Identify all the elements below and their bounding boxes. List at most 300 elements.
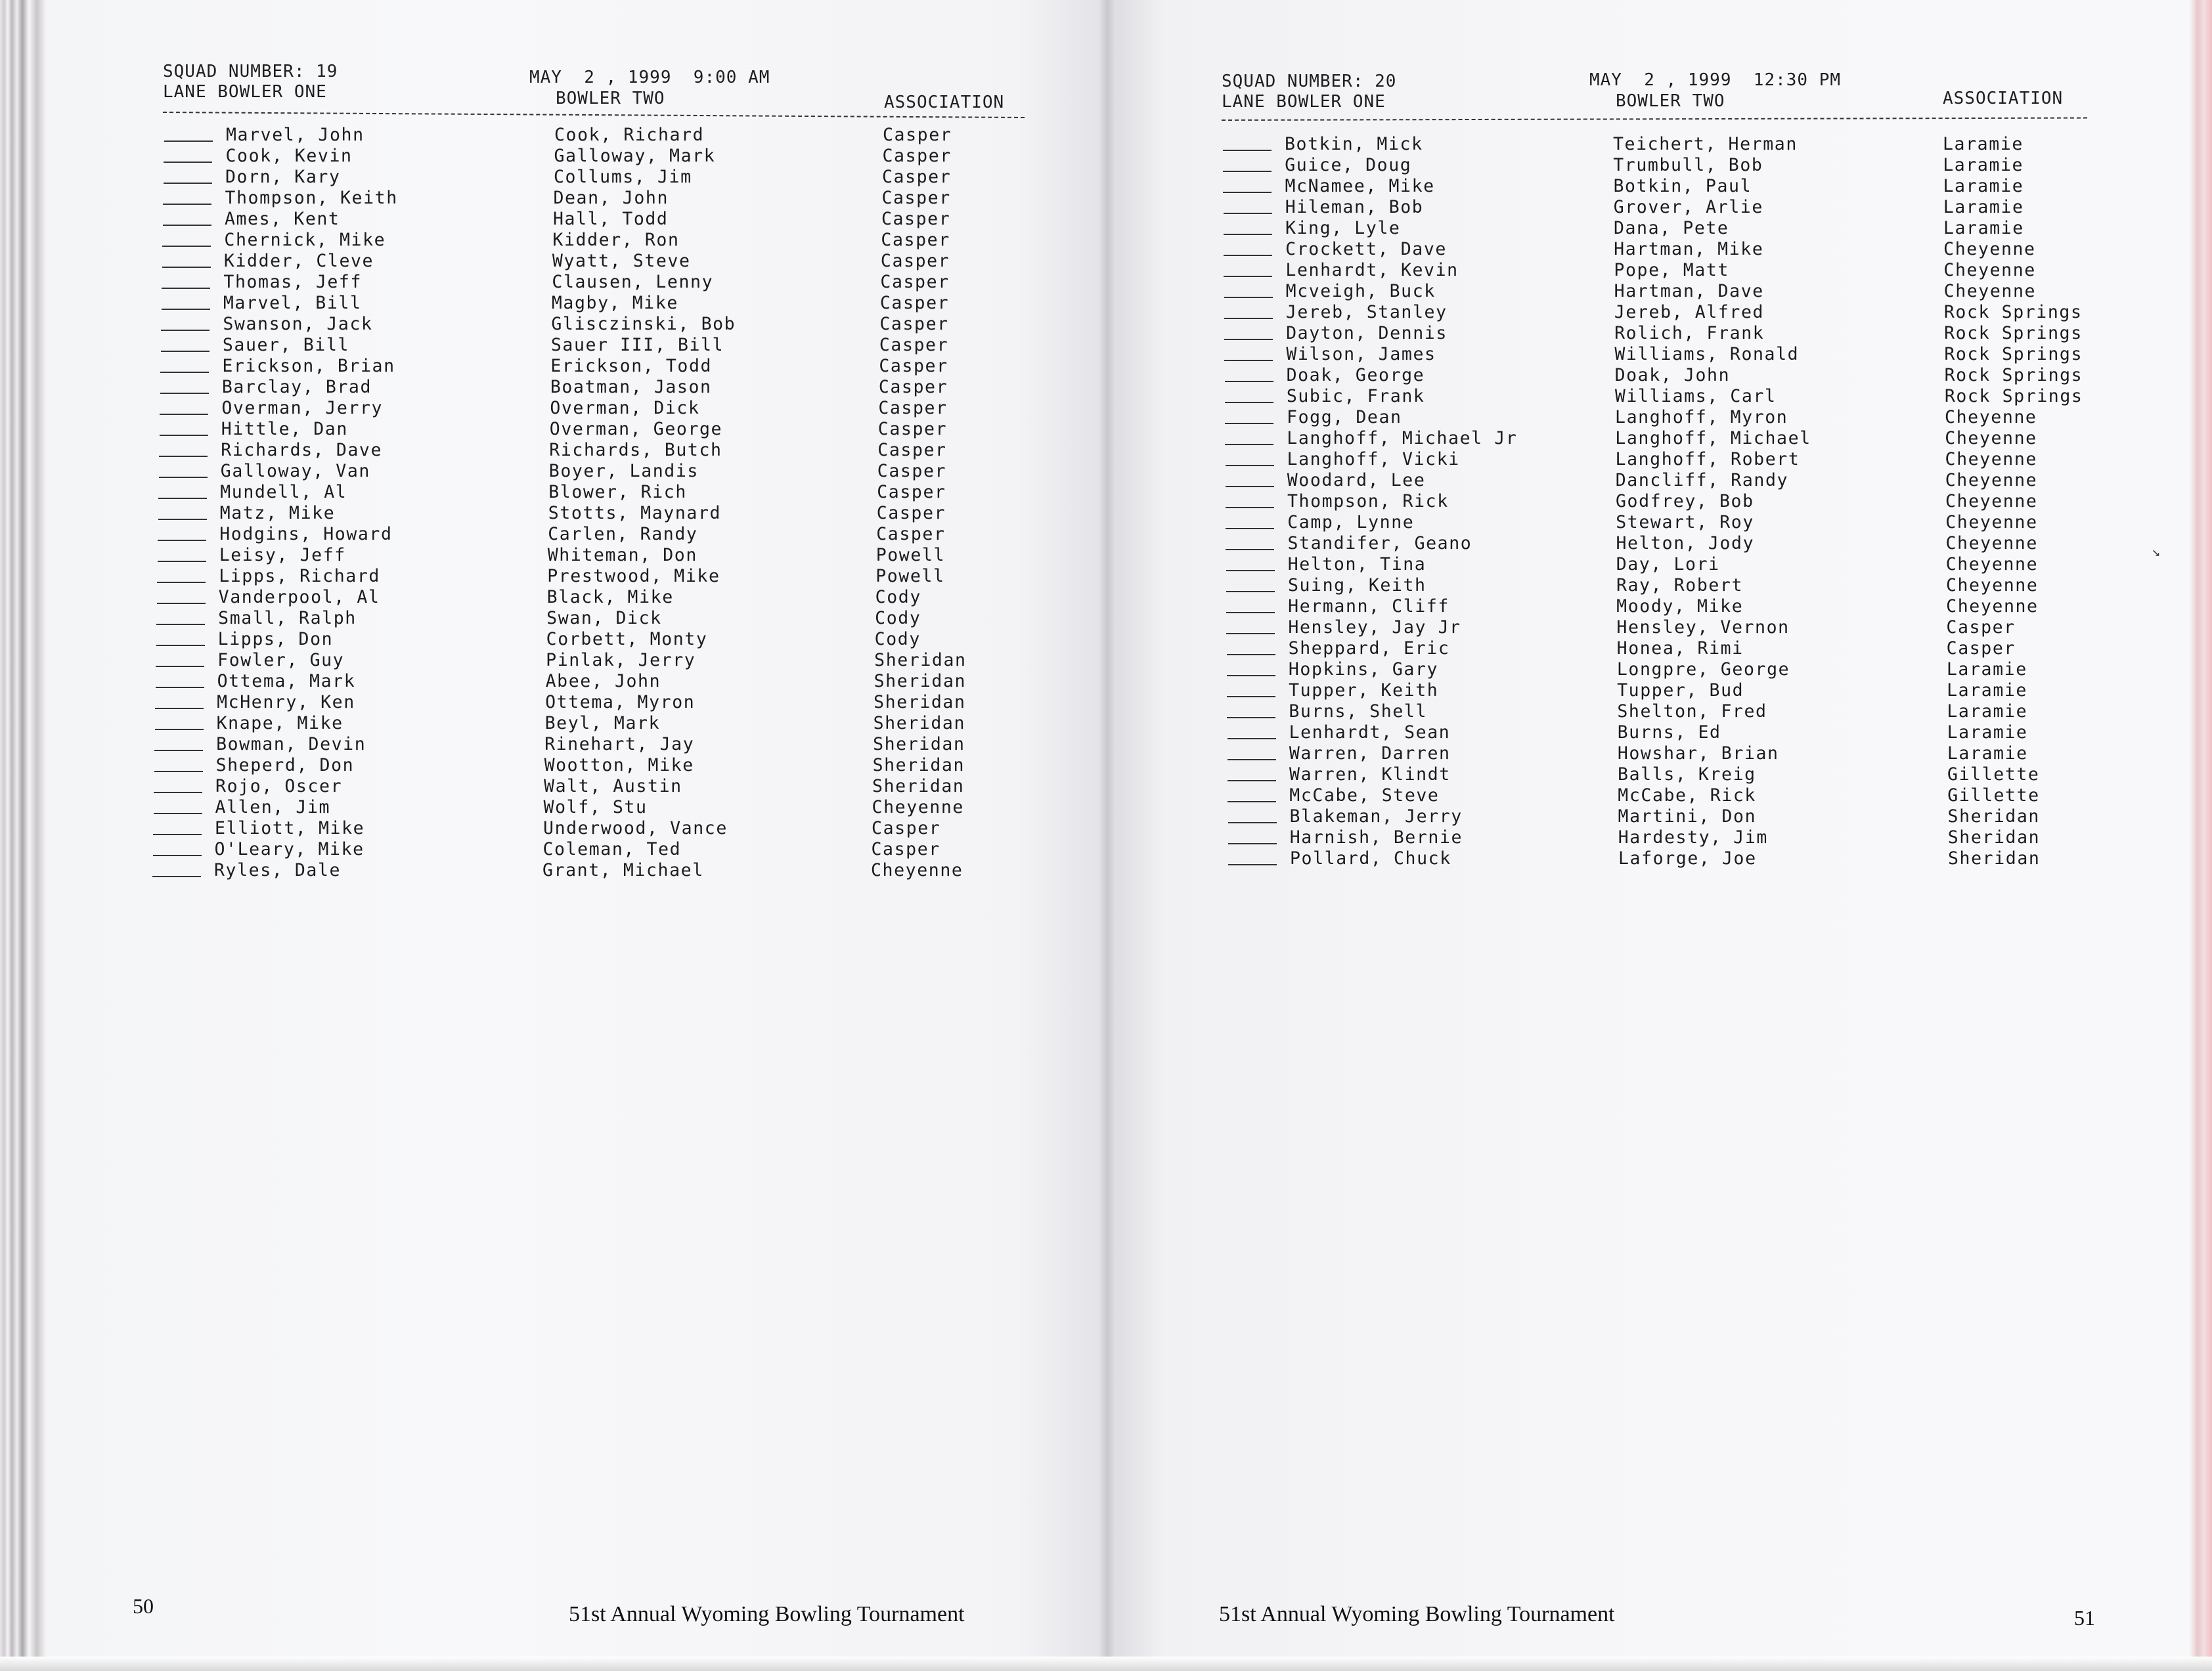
roster-row xyxy=(160,356,1034,377)
association-name: Casper xyxy=(1946,638,2016,659)
bowler-one-name: Hileman, Bob xyxy=(1285,197,1424,217)
bowler-two-name: Black, Mike xyxy=(546,587,674,607)
bowler-one-name: King, Lyle xyxy=(1285,218,1401,238)
bowler-two-name: Langhoff, Michael xyxy=(1615,428,1811,448)
roster-row xyxy=(1225,386,2098,407)
association-name: Laramie xyxy=(1943,197,2024,217)
bowler-two-name: Walt, Austin xyxy=(544,776,682,796)
bowler-one-name: Bowman, Devin xyxy=(216,734,366,754)
roster-row xyxy=(155,713,1029,734)
roster-row xyxy=(1227,638,2100,659)
association-name: Rock Springs xyxy=(1943,302,2083,322)
roster-row xyxy=(1224,239,2097,260)
bowler-two-name: Longpre, George xyxy=(1616,659,1790,680)
roster-row xyxy=(1224,302,2098,323)
squad-number-20: SQUAD NUMBER: 20 xyxy=(1222,72,1397,91)
bowler-two-name: Magby, Mike xyxy=(551,293,678,313)
association-name: Casper xyxy=(883,125,952,145)
left-col-association: ASSOCIATION xyxy=(884,93,1005,112)
bowler-one-name: Fowler, Guy xyxy=(217,650,345,670)
bowler-one-name: Dorn, Kary xyxy=(225,167,341,187)
bowler-one-name: Elliott, Mike xyxy=(215,818,365,838)
lane-blank[interactable] xyxy=(157,582,206,583)
bowler-one-name: Fogg, Dean xyxy=(1287,407,1402,427)
association-name: Casper xyxy=(871,839,940,859)
association-name: Sheridan xyxy=(1947,806,2040,827)
association-name: Powell xyxy=(875,545,946,565)
association-name: Casper xyxy=(878,377,948,397)
association-name: Laramie xyxy=(1947,701,2028,722)
squad-19-date-time: MAY 2 , 1999 9:00 AM xyxy=(529,68,770,87)
bowler-two-name: Wootton, Mike xyxy=(544,755,694,775)
bowler-one-name: Crockett, Dave xyxy=(1285,239,1447,259)
lane-blank[interactable] xyxy=(162,267,211,268)
bowler-one-name: Rojo, Oscer xyxy=(215,776,343,796)
association-name: Casper xyxy=(879,293,950,313)
bowler-two-name: Jereb, Alfred xyxy=(1614,302,1765,322)
bowler-one-name: Sauer, Bill xyxy=(222,335,349,355)
roster-row xyxy=(1225,407,2098,428)
lane-blank[interactable] xyxy=(1224,360,1273,361)
bowler-two-name: Blower, Rich xyxy=(548,482,687,502)
association-name: Sheridan xyxy=(874,692,966,712)
association-name: Cheyenne xyxy=(1945,407,2037,427)
lane-blank[interactable] xyxy=(162,309,210,310)
bowler-two-name: Laforge, Joe xyxy=(1618,848,1757,869)
lane-blank[interactable] xyxy=(152,876,201,877)
lane-blank[interactable] xyxy=(1228,864,1277,865)
lane-blank[interactable] xyxy=(1225,423,1273,424)
bowler-one-name: Ames, Kent xyxy=(224,209,340,229)
bowler-one-name: McHenry, Ken xyxy=(217,692,355,712)
lane-blank[interactable] xyxy=(1226,465,1274,466)
bowler-one-name: Thompson, Rick xyxy=(1287,491,1449,511)
association-name: Casper xyxy=(872,818,941,838)
lane-blank[interactable] xyxy=(1224,318,1273,319)
lane-blank[interactable] xyxy=(156,645,205,646)
association-name: Casper xyxy=(881,230,950,250)
bowler-one-name: Overman, Jerry xyxy=(221,398,384,418)
association-name: Cody xyxy=(874,629,921,649)
association-name: Cody xyxy=(875,587,921,607)
bowler-one-name: Guice, Doug xyxy=(1285,155,1412,175)
bowler-two-name: Clausen, Lenny xyxy=(552,272,714,292)
bowler-one-name: O'Leary, Mike xyxy=(214,839,365,859)
roster-row xyxy=(162,272,1035,293)
bowler-two-name: Burns, Ed xyxy=(1617,722,1721,743)
roster-row xyxy=(164,125,1038,146)
roster-row xyxy=(164,167,1037,188)
bowler-one-name: Pollard, Chuck xyxy=(1290,848,1451,869)
lane-blank[interactable] xyxy=(1224,276,1272,277)
lane-blank[interactable] xyxy=(164,183,212,184)
lane-blank[interactable] xyxy=(1226,486,1274,487)
bowler-two-name: Hensley, Vernon xyxy=(1616,617,1790,638)
bowler-one-name: Helton, Tina xyxy=(1287,554,1427,575)
lane-blank[interactable] xyxy=(1223,171,1272,172)
lane-blank[interactable] xyxy=(158,498,207,499)
association-name: Sheridan xyxy=(1948,848,2041,869)
association-name: Casper xyxy=(881,167,952,187)
lane-blank[interactable] xyxy=(1223,192,1272,193)
association-name: Sheridan xyxy=(1947,827,2041,848)
association-name: Gillette xyxy=(1947,785,2040,806)
roster-row xyxy=(1226,470,2099,491)
association-name: Powell xyxy=(875,566,945,586)
bowler-one-name: Doak, George xyxy=(1286,365,1425,385)
bowler-one-name: Lipps, Don xyxy=(217,629,334,649)
bowler-one-name: Swanson, Jack xyxy=(223,314,373,334)
bowler-two-name: Rolich, Frank xyxy=(1614,323,1765,343)
right-col-association: ASSOCIATION xyxy=(1943,89,2064,108)
bowler-one-name: Galloway, Van xyxy=(220,461,370,481)
bowler-one-name: Subic, Frank xyxy=(1286,386,1425,406)
roster-row xyxy=(160,419,1033,440)
association-name: Cheyenne xyxy=(1945,554,2039,575)
roster-row xyxy=(1227,659,2100,680)
lane-blank[interactable] xyxy=(159,477,208,478)
bowler-two-name: Botkin, Paul xyxy=(1613,176,1752,196)
lane-blank[interactable] xyxy=(1226,612,1275,613)
association-name: Cody xyxy=(875,608,921,628)
bowler-two-name: Stewart, Roy xyxy=(1616,512,1754,532)
bowler-two-name: Erickson, Todd xyxy=(550,356,713,376)
bowler-two-name: Martini, Don xyxy=(1618,806,1757,827)
bowler-two-name: Overman, Dick xyxy=(550,398,700,418)
bowler-two-name: Dean, John xyxy=(553,188,669,208)
bowler-two-name: Beyl, Mark xyxy=(544,713,661,733)
lane-blank[interactable] xyxy=(1224,213,1272,214)
association-name: Sheridan xyxy=(872,755,965,775)
association-name: Rock Springs xyxy=(1944,386,2083,406)
lane-blank[interactable] xyxy=(1226,633,1275,634)
bowler-one-name: Hermann, Cliff xyxy=(1288,596,1449,617)
bowler-two-name: Tupper, Bud xyxy=(1617,680,1744,701)
association-name: Casper xyxy=(881,188,951,208)
roster-row xyxy=(1226,491,2099,512)
bowler-one-name: Erickson, Brian xyxy=(222,356,395,376)
lane-blank[interactable] xyxy=(157,603,206,604)
roster-row xyxy=(162,251,1036,272)
roster-row xyxy=(157,566,1030,587)
lane-blank[interactable] xyxy=(160,414,208,415)
bowler-one-name: McNamee, Mike xyxy=(1285,176,1435,196)
roster-row xyxy=(1226,533,2099,554)
bowler-two-name: Ray, Robert xyxy=(1616,575,1744,596)
bowler-one-name: McCabe, Steve xyxy=(1289,785,1440,806)
lane-blank[interactable] xyxy=(1226,549,1274,550)
roster-row xyxy=(1224,344,2098,365)
lane-blank[interactable] xyxy=(1228,738,1276,739)
roster-row xyxy=(156,650,1029,671)
bowler-one-name: Hopkins, Gary xyxy=(1288,659,1439,680)
lane-blank[interactable] xyxy=(153,834,202,835)
lane-blank[interactable] xyxy=(158,519,207,520)
roster-row xyxy=(1228,848,2102,869)
bowler-one-name: Allen, Jim xyxy=(215,797,331,817)
bowler-two-name: Wyatt, Steve xyxy=(552,251,691,271)
bowler-two-name: Coleman, Ted xyxy=(542,839,682,859)
bowler-two-name: Day, Lori xyxy=(1616,554,1720,575)
lane-blank[interactable] xyxy=(161,351,210,352)
roster-row xyxy=(162,293,1035,314)
lane-blank[interactable] xyxy=(162,288,210,289)
association-name: Rock Springs xyxy=(1944,344,2083,364)
bowler-two-name: Glisczinski, Bob xyxy=(551,314,736,334)
roster-row xyxy=(1228,785,2101,806)
association-name: Cheyenne xyxy=(1945,533,2038,553)
lane-blank[interactable] xyxy=(164,162,212,163)
bowler-two-name: Hall, Todd xyxy=(552,209,669,229)
association-name: Casper xyxy=(880,272,950,292)
association-name: Cheyenne xyxy=(1945,428,2037,448)
roster-row xyxy=(1227,680,2100,701)
roster-row xyxy=(1228,764,2101,785)
lane-blank[interactable] xyxy=(162,246,211,247)
bowler-one-name: Marvel, John xyxy=(226,125,365,145)
lane-blank[interactable] xyxy=(1227,654,1275,655)
lane-blank[interactable] xyxy=(163,225,211,226)
bowler-one-name: Jereb, Stanley xyxy=(1285,302,1448,322)
bowler-two-name: Whiteman, Don xyxy=(547,545,697,565)
association-name: Cheyenne xyxy=(1945,449,2037,469)
roster-row xyxy=(159,461,1032,482)
lane-blank[interactable] xyxy=(1224,255,1272,256)
lane-blank[interactable] xyxy=(154,813,202,814)
lane-blank[interactable] xyxy=(160,393,209,394)
lane-blank[interactable] xyxy=(1225,444,1273,445)
bowler-two-name: Sauer III, Bill xyxy=(550,335,724,355)
association-name: Cheyenne xyxy=(1946,596,2039,617)
bowler-one-name: Langhoff, Vicki xyxy=(1287,449,1460,469)
roster-row xyxy=(158,503,1032,524)
lane-blank[interactable] xyxy=(1225,381,1273,382)
bowler-one-name: Blakeman, Jerry xyxy=(1289,806,1463,827)
lane-blank[interactable] xyxy=(1228,759,1276,760)
roster-row xyxy=(1226,596,2100,617)
bowler-one-name: Sheppard, Eric xyxy=(1288,638,1450,659)
association-name: Casper xyxy=(877,440,947,460)
bowler-one-name: Lenhardt, Kevin xyxy=(1285,260,1459,280)
lane-blank[interactable] xyxy=(154,750,203,751)
roster-row xyxy=(1228,743,2101,764)
association-name: Casper xyxy=(879,314,949,334)
lane-blank[interactable] xyxy=(1228,843,1277,844)
lane-blank[interactable] xyxy=(164,141,213,142)
association-name: Casper xyxy=(877,461,947,481)
bowler-one-name: Mundell, Al xyxy=(220,482,347,502)
association-name: Casper xyxy=(876,524,946,544)
bowler-one-name: Wilson, James xyxy=(1286,344,1436,364)
lane-blank[interactable] xyxy=(1226,507,1274,508)
lane-blank[interactable] xyxy=(1227,717,1275,718)
stray-pen-mark: ↘ xyxy=(2152,544,2161,560)
association-name: Casper xyxy=(878,398,948,418)
bowler-two-name: Hartman, Dave xyxy=(1614,281,1764,301)
bowler-two-name: Boatman, Jason xyxy=(550,377,712,397)
bowler-two-name: Wolf, Stu xyxy=(543,797,648,817)
roster-row xyxy=(1224,260,2097,281)
lane-blank[interactable] xyxy=(155,729,204,730)
bowler-two-name: Rinehart, Jay xyxy=(544,734,695,754)
roster-row xyxy=(152,860,1026,881)
bowler-one-name: Harnish, Bernie xyxy=(1289,827,1463,848)
bowler-one-name: Standifer, Geano xyxy=(1287,533,1472,553)
bowler-one-name: Marvel, Bill xyxy=(223,293,362,313)
bowler-one-name: Hensley, Jay Jr xyxy=(1288,617,1461,638)
lane-blank[interactable] xyxy=(1228,801,1276,802)
association-name: Cheyenne xyxy=(1943,281,2037,301)
bowler-one-name: Thomas, Jeff xyxy=(223,272,363,292)
bowler-one-name: Kidder, Cleve xyxy=(223,251,374,271)
association-name: Laramie xyxy=(1943,155,2024,175)
association-name: Casper xyxy=(881,209,951,229)
roster-row xyxy=(1228,827,2102,848)
lane-blank[interactable] xyxy=(156,687,204,688)
lane-blank[interactable] xyxy=(158,540,206,541)
lane-blank[interactable] xyxy=(1226,528,1274,529)
bowler-two-name: Balls, Kreig xyxy=(1618,764,1756,785)
lane-blank[interactable] xyxy=(1227,696,1275,697)
lane-blank[interactable] xyxy=(160,372,209,373)
bowler-two-name: Dancliff, Randy xyxy=(1615,470,1789,490)
left-col-lane-bowler-one: LANE BOWLER ONE xyxy=(163,82,327,102)
association-name: Sheridan xyxy=(874,650,967,670)
bowler-one-name: Cook, Kevin xyxy=(225,146,353,166)
bowler-two-name: Shelton, Fred xyxy=(1617,701,1767,722)
lane-blank[interactable] xyxy=(1224,297,1273,298)
lane-blank[interactable] xyxy=(155,708,204,709)
roster-row xyxy=(162,230,1036,251)
association-name: Cheyenne xyxy=(1943,260,2036,280)
lane-blank[interactable] xyxy=(1223,150,1272,151)
roster-row xyxy=(1224,323,2098,344)
bowler-two-name: Corbett, Monty xyxy=(546,629,708,649)
bowler-one-name: Camp, Lynne xyxy=(1287,512,1415,532)
association-name: Casper xyxy=(877,419,948,439)
bowler-two-name: Swan, Dick xyxy=(546,608,662,628)
bowler-one-name: Langhoff, Michael Jr xyxy=(1287,428,1518,448)
association-name: Casper xyxy=(877,482,946,502)
association-name: Cheyenne xyxy=(1945,491,2038,511)
roster-row xyxy=(1223,155,2096,176)
lane-blank[interactable] xyxy=(1226,591,1275,592)
squad-20-date-time: MAY 2 , 1999 12:30 PM xyxy=(1589,70,1842,90)
bowler-two-name: Godfrey, Bob xyxy=(1616,491,1754,511)
roster-row xyxy=(156,671,1029,692)
bowler-one-name: Richards, Dave xyxy=(221,440,383,460)
association-name: Cheyenne xyxy=(1945,512,2038,532)
bowler-one-name: Burns, Shell xyxy=(1289,701,1427,722)
association-name: Sheridan xyxy=(874,671,967,691)
bowler-two-name: Boyer, Landis xyxy=(548,461,699,481)
bowler-one-name: Sheperd, Don xyxy=(215,755,355,775)
lane-blank[interactable] xyxy=(1228,780,1276,781)
association-name: Laramie xyxy=(1947,722,2028,743)
right-col-bowler-two: BOWLER TWO xyxy=(1616,91,1725,111)
roster-row xyxy=(154,755,1028,776)
roster-row xyxy=(1224,197,2097,218)
roster-row xyxy=(153,818,1027,839)
bowler-two-name: Hardesty, Jim xyxy=(1618,827,1768,848)
association-name: Casper xyxy=(1946,617,2016,638)
bowler-two-name: Ottema, Myron xyxy=(545,692,696,712)
bowler-two-name: Richards, Butch xyxy=(549,440,722,460)
roster-row xyxy=(163,209,1036,230)
lane-blank[interactable] xyxy=(1224,234,1272,235)
association-name: Laramie xyxy=(1946,659,2027,680)
bowler-one-name: Mcveigh, Buck xyxy=(1285,281,1436,301)
association-name: Laramie xyxy=(1943,218,2024,238)
lane-blank[interactable] xyxy=(158,561,206,562)
lane-blank[interactable] xyxy=(154,771,203,772)
association-name: Rock Springs xyxy=(1944,365,2083,385)
association-name: Cheyenne xyxy=(1943,239,2036,259)
bowler-one-name: Tupper, Keith xyxy=(1289,680,1439,701)
bowler-one-name: Matz, Mike xyxy=(219,503,336,523)
bowler-one-name: Lipps, Richard xyxy=(219,566,380,586)
lane-blank[interactable] xyxy=(1224,339,1273,340)
roster-row xyxy=(1226,617,2100,638)
bowler-one-name: Hittle, Dan xyxy=(221,419,348,439)
lane-blank[interactable] xyxy=(156,666,204,667)
lane-blank[interactable] xyxy=(1228,822,1277,823)
bowler-one-name: Lenhardt, Sean xyxy=(1289,722,1451,743)
roster-row xyxy=(1226,575,2100,596)
bowler-one-name: Knape, Mike xyxy=(216,713,343,733)
lane-blank[interactable] xyxy=(1227,675,1275,676)
bowler-two-name: Howshar, Brian xyxy=(1617,743,1779,764)
lane-blank[interactable] xyxy=(160,435,208,436)
association-name: Gillette xyxy=(1947,764,2040,785)
bowler-one-name: Warren, Klindt xyxy=(1289,764,1451,785)
bowler-one-name: Warren, Darren xyxy=(1289,743,1451,764)
bowler-two-name: Honea, Rimi xyxy=(1616,638,1744,659)
roster-row xyxy=(161,314,1034,335)
association-name: Laramie xyxy=(1947,680,2027,701)
roster-row xyxy=(1226,554,2100,575)
bowler-two-name: Grant, Michael xyxy=(542,860,704,880)
lane-blank[interactable] xyxy=(156,624,205,625)
left-col-bowler-two: BOWLER TWO xyxy=(556,89,665,108)
association-name: Sheridan xyxy=(872,776,965,796)
roster-row xyxy=(1228,722,2101,743)
lane-blank[interactable] xyxy=(159,456,208,457)
lane-blank[interactable] xyxy=(163,204,211,205)
lane-blank[interactable] xyxy=(161,330,210,331)
association-name: Casper xyxy=(876,503,946,523)
lane-blank[interactable] xyxy=(153,855,202,856)
roster-row xyxy=(156,608,1030,629)
bowler-two-name: Langhoff, Myron xyxy=(1615,407,1788,427)
book-cover-edge xyxy=(2190,0,2212,1671)
bowler-one-name: Leisy, Jeff xyxy=(219,545,346,565)
roster-row xyxy=(1223,134,2096,155)
roster-row xyxy=(153,839,1027,860)
bowler-two-name: Hartman, Mike xyxy=(1614,239,1764,259)
roster-row xyxy=(158,545,1031,566)
book-page-edges xyxy=(0,0,46,1671)
book-bottom-edge xyxy=(0,1657,2212,1671)
bowler-two-name: Kidder, Ron xyxy=(552,230,680,250)
association-name: Cheyenne xyxy=(872,797,964,817)
book-gutter xyxy=(1098,0,1117,1671)
lane-blank[interactable] xyxy=(1226,570,1275,571)
lane-blank[interactable] xyxy=(1225,402,1273,403)
lane-blank[interactable] xyxy=(154,792,202,793)
bowler-two-name: Carlen, Randy xyxy=(548,524,698,544)
roster-row xyxy=(1227,701,2100,722)
